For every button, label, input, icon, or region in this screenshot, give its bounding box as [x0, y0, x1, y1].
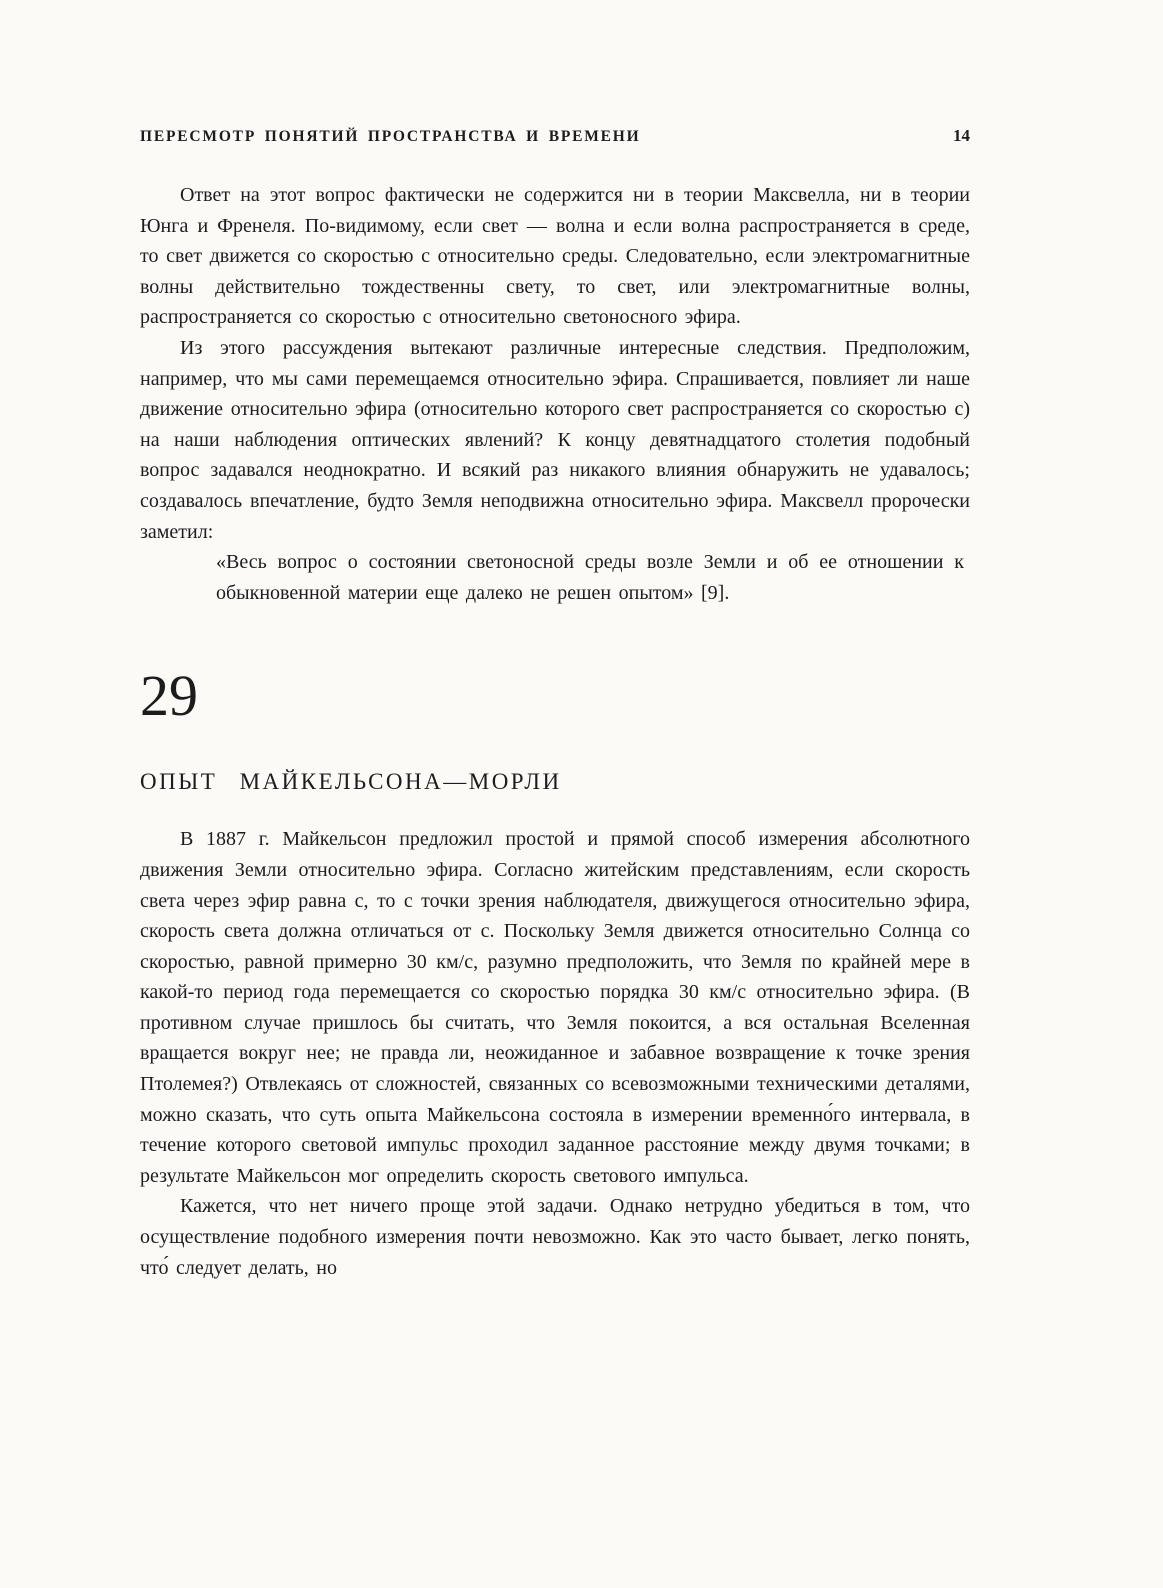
paragraph-measurement-difficulty: Кажется, что нет ничего проще этой задачи. Однако нетрудно убедиться в том, что осуществление подобного измерения почти невозможно. Как это часто бывает, легко понять, что́ следует делать, но — [140, 1195, 970, 1279]
running-header — [140, 126, 970, 146]
chapter-number: 29 — [140, 663, 198, 729]
text-column — [140, 180, 970, 1283]
paragraph-michelson-experiment: В 1887 г. Майкельсон предложил простой и прямой способ измерения абсолютного движения Земли относительно эфира. Согласно житейским представлениям, если скорость света через эфир равна с, то с точки зрения наблюдателя, движущегося относительно эфира, скорость света должна отличаться от с. Поскольку Земля движется относительно Солнца со скоростью, равной примерно 30 км/с, разумно предположить, что Земля по крайней мере в какой-то период года перемещается со скоростью порядка 30 км/с относительно эфира. (В противном случае пришлось бы считать, что Земля покоится, а вся остальная Вселенная вращается вокруг нее; не правда ли, неожиданное и забавное возвращение к точке зрения Птолемея?) Отвлекаясь от сложностей, связанных со всевозможными техническими деталями, можно сказать, что суть опыта Майкельсона состояла в измерении временно́го интервала, в течение которого световой импульс проходил заданное расстояние между двумя точками; в результате Майкельсон мог определить скорость светового импульса. — [140, 828, 970, 1187]
paragraph-answer-maxwell: Ответ на этот вопрос фактически не содержится ни в теории Максвелла, ни в теории Юнга и Френеля. По-видимому, если свет — волна и если волна распространяется в среде, то свет движется со скоростью с относительно среды. Следовательно, если электромагнитные волны действительно тождественны свету, то свет, или электромагнитные волны, распространяется со скоростью с относительно светоносного эфира. — [140, 184, 970, 329]
running-header-title: ПЕРЕСМОТР ПОНЯТИЙ ПРОСТРАНСТВА И ВРЕМЕНИ — [140, 128, 641, 145]
paragraph-ether-consequences: Из этого рассуждения вытекают различные интересные следствия. Предположим, например, что мы сами перемещаемся относительно эфира. Спрашивается, повлияет ли наше движение относительно эфира (относительно которого свет распространяется со скоростью с) на наши наблюдения оптических явлений? К концу девятнадцатого столетия подобный вопрос задавался неоднократно. И всякий раз никакого влияния обнаружить не удавалось; создавалось впечатление, будто Земля неподвижна относительно эфира. Максвелл пророчески заметил: — [140, 336, 970, 543]
chapter-title: ОПЫТ МАЙКЕЛЬСОНА—МОРЛИ — [140, 769, 562, 795]
page-number: 14 — [953, 126, 970, 145]
maxwell-quote: «Весь вопрос о состоянии светоносной среды возле Земли и об ее отношении к обыкновенной материи еще далеко не решен опытом» [9]. — [216, 551, 964, 604]
